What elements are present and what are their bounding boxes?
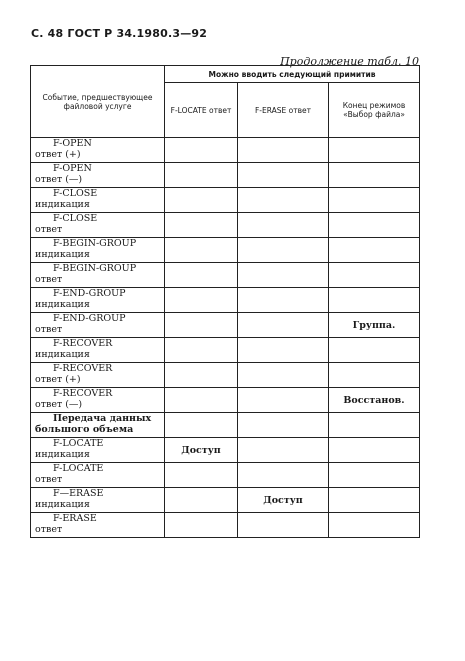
col-header-end-file-select: Конец режимов «Выбор файла» <box>329 83 420 138</box>
value-cell <box>238 288 329 313</box>
event-kind: ответ (—) <box>35 174 83 185</box>
table-continuation-label: Продолжение табл. 10 <box>280 55 419 68</box>
value-cell <box>165 263 238 288</box>
event-kind: ответ (+) <box>35 149 81 160</box>
event-primitive: F-BEGIN-GROUP <box>53 263 137 274</box>
event-cell <box>31 463 165 488</box>
value-cell <box>238 263 329 288</box>
col-header-f-erase: F-ERASE ответ <box>238 83 329 138</box>
event-cell <box>31 163 165 188</box>
table-row <box>31 513 420 538</box>
value-cell <box>165 513 238 538</box>
table-row <box>31 363 420 388</box>
event-cell <box>31 188 165 213</box>
primitive-span-header: Можно вводить следующий примитив <box>165 66 420 83</box>
event-primitive: F-CLOSE <box>53 213 98 224</box>
event-kind: ответ (+) <box>35 374 81 385</box>
table-row <box>31 213 420 238</box>
event-primitive: F-BEGIN-GROUP <box>53 238 137 249</box>
value-cell <box>329 288 420 313</box>
value-cell <box>165 463 238 488</box>
table-row <box>31 163 420 188</box>
event-cell <box>31 238 165 263</box>
table-row <box>31 488 420 513</box>
value-cell: Доступ <box>238 488 329 513</box>
event-cell <box>31 363 165 388</box>
value-cell <box>329 138 420 163</box>
table-row <box>31 313 420 338</box>
value-cell <box>329 238 420 263</box>
event-primitive: F-CLOSE <box>53 188 98 199</box>
value-cell <box>238 188 329 213</box>
table-row <box>31 388 420 413</box>
event-cell <box>31 388 165 413</box>
event-primitive: F-OPEN <box>53 163 92 174</box>
event-kind: индикация <box>35 349 90 360</box>
table-row <box>31 138 420 163</box>
event-primitive: F-END-GROUP <box>53 288 126 299</box>
event-kind: ответ <box>35 274 63 285</box>
value-cell <box>329 488 420 513</box>
event-kind: большого объема <box>35 424 134 435</box>
value-cell <box>329 413 420 438</box>
value-cell <box>165 188 238 213</box>
value-cell <box>238 413 329 438</box>
table-row <box>31 438 420 463</box>
event-primitive: F—ERASE <box>53 488 104 499</box>
value-cell <box>165 288 238 313</box>
value-cell <box>238 388 329 413</box>
event-cell <box>31 488 165 513</box>
primitives-table <box>30 65 420 538</box>
value-cell: Доступ <box>165 438 238 463</box>
event-kind: индикация <box>35 449 90 460</box>
value-cell <box>329 188 420 213</box>
table-row <box>31 288 420 313</box>
event-kind: индикация <box>35 249 90 260</box>
event-kind: ответ <box>35 224 63 235</box>
value-cell <box>165 138 238 163</box>
event-cell <box>31 413 165 438</box>
value-cell <box>329 463 420 488</box>
event-kind: ответ <box>35 524 63 535</box>
event-kind: индикация <box>35 299 90 310</box>
value-cell <box>329 213 420 238</box>
event-primitive: Передача данных <box>53 413 152 424</box>
event-kind: ответ <box>35 324 63 335</box>
value-cell <box>238 363 329 388</box>
event-cell <box>31 338 165 363</box>
event-kind: ответ (—) <box>35 399 83 410</box>
value-cell <box>165 163 238 188</box>
value-cell <box>329 513 420 538</box>
value-cell: Восстанов. <box>329 388 420 413</box>
event-primitive: F-RECOVER <box>53 388 113 399</box>
event-primitive: F-LOCATE <box>53 463 104 474</box>
event-cell <box>31 263 165 288</box>
event-primitive: F-LOCATE <box>53 438 104 449</box>
col-header-f-locate: F-LOCATE ответ <box>165 83 238 138</box>
value-cell <box>238 438 329 463</box>
table-row <box>31 263 420 288</box>
event-kind: ответ <box>35 474 63 485</box>
value-cell <box>238 338 329 363</box>
event-cell <box>31 213 165 238</box>
value-cell <box>238 138 329 163</box>
event-column-header: Событие, предшествующее файловой услуге <box>31 66 165 138</box>
event-kind: индикация <box>35 499 90 510</box>
value-cell <box>329 363 420 388</box>
table-row <box>31 413 420 438</box>
table-row <box>31 188 420 213</box>
value-cell <box>165 338 238 363</box>
value-cell <box>165 238 238 263</box>
value-cell: Группа. <box>329 313 420 338</box>
value-cell <box>165 313 238 338</box>
value-cell <box>329 263 420 288</box>
value-cell <box>165 488 238 513</box>
value-cell <box>238 513 329 538</box>
event-primitive: F-END-GROUP <box>53 313 126 324</box>
event-cell <box>31 138 165 163</box>
event-primitive: F-RECOVER <box>53 363 113 374</box>
value-cell <box>165 213 238 238</box>
table-row <box>31 338 420 363</box>
value-cell <box>165 388 238 413</box>
event-primitive: F-ERASE <box>53 513 97 524</box>
event-cell <box>31 513 165 538</box>
value-cell <box>329 338 420 363</box>
value-cell <box>165 413 238 438</box>
value-cell <box>165 363 238 388</box>
value-cell <box>238 313 329 338</box>
event-primitive: F-OPEN <box>53 138 92 149</box>
value-cell <box>238 163 329 188</box>
value-cell <box>329 438 420 463</box>
event-cell <box>31 288 165 313</box>
table-row <box>31 238 420 263</box>
value-cell <box>329 163 420 188</box>
table-row <box>31 463 420 488</box>
value-cell <box>238 213 329 238</box>
value-cell <box>238 463 329 488</box>
event-cell <box>31 438 165 463</box>
event-primitive: F-RECOVER <box>53 338 113 349</box>
event-cell <box>31 313 165 338</box>
page-header: С. 48 ГОСТ Р 34.1980.3—92 <box>31 27 208 40</box>
value-cell <box>238 238 329 263</box>
event-kind: индикация <box>35 199 90 210</box>
